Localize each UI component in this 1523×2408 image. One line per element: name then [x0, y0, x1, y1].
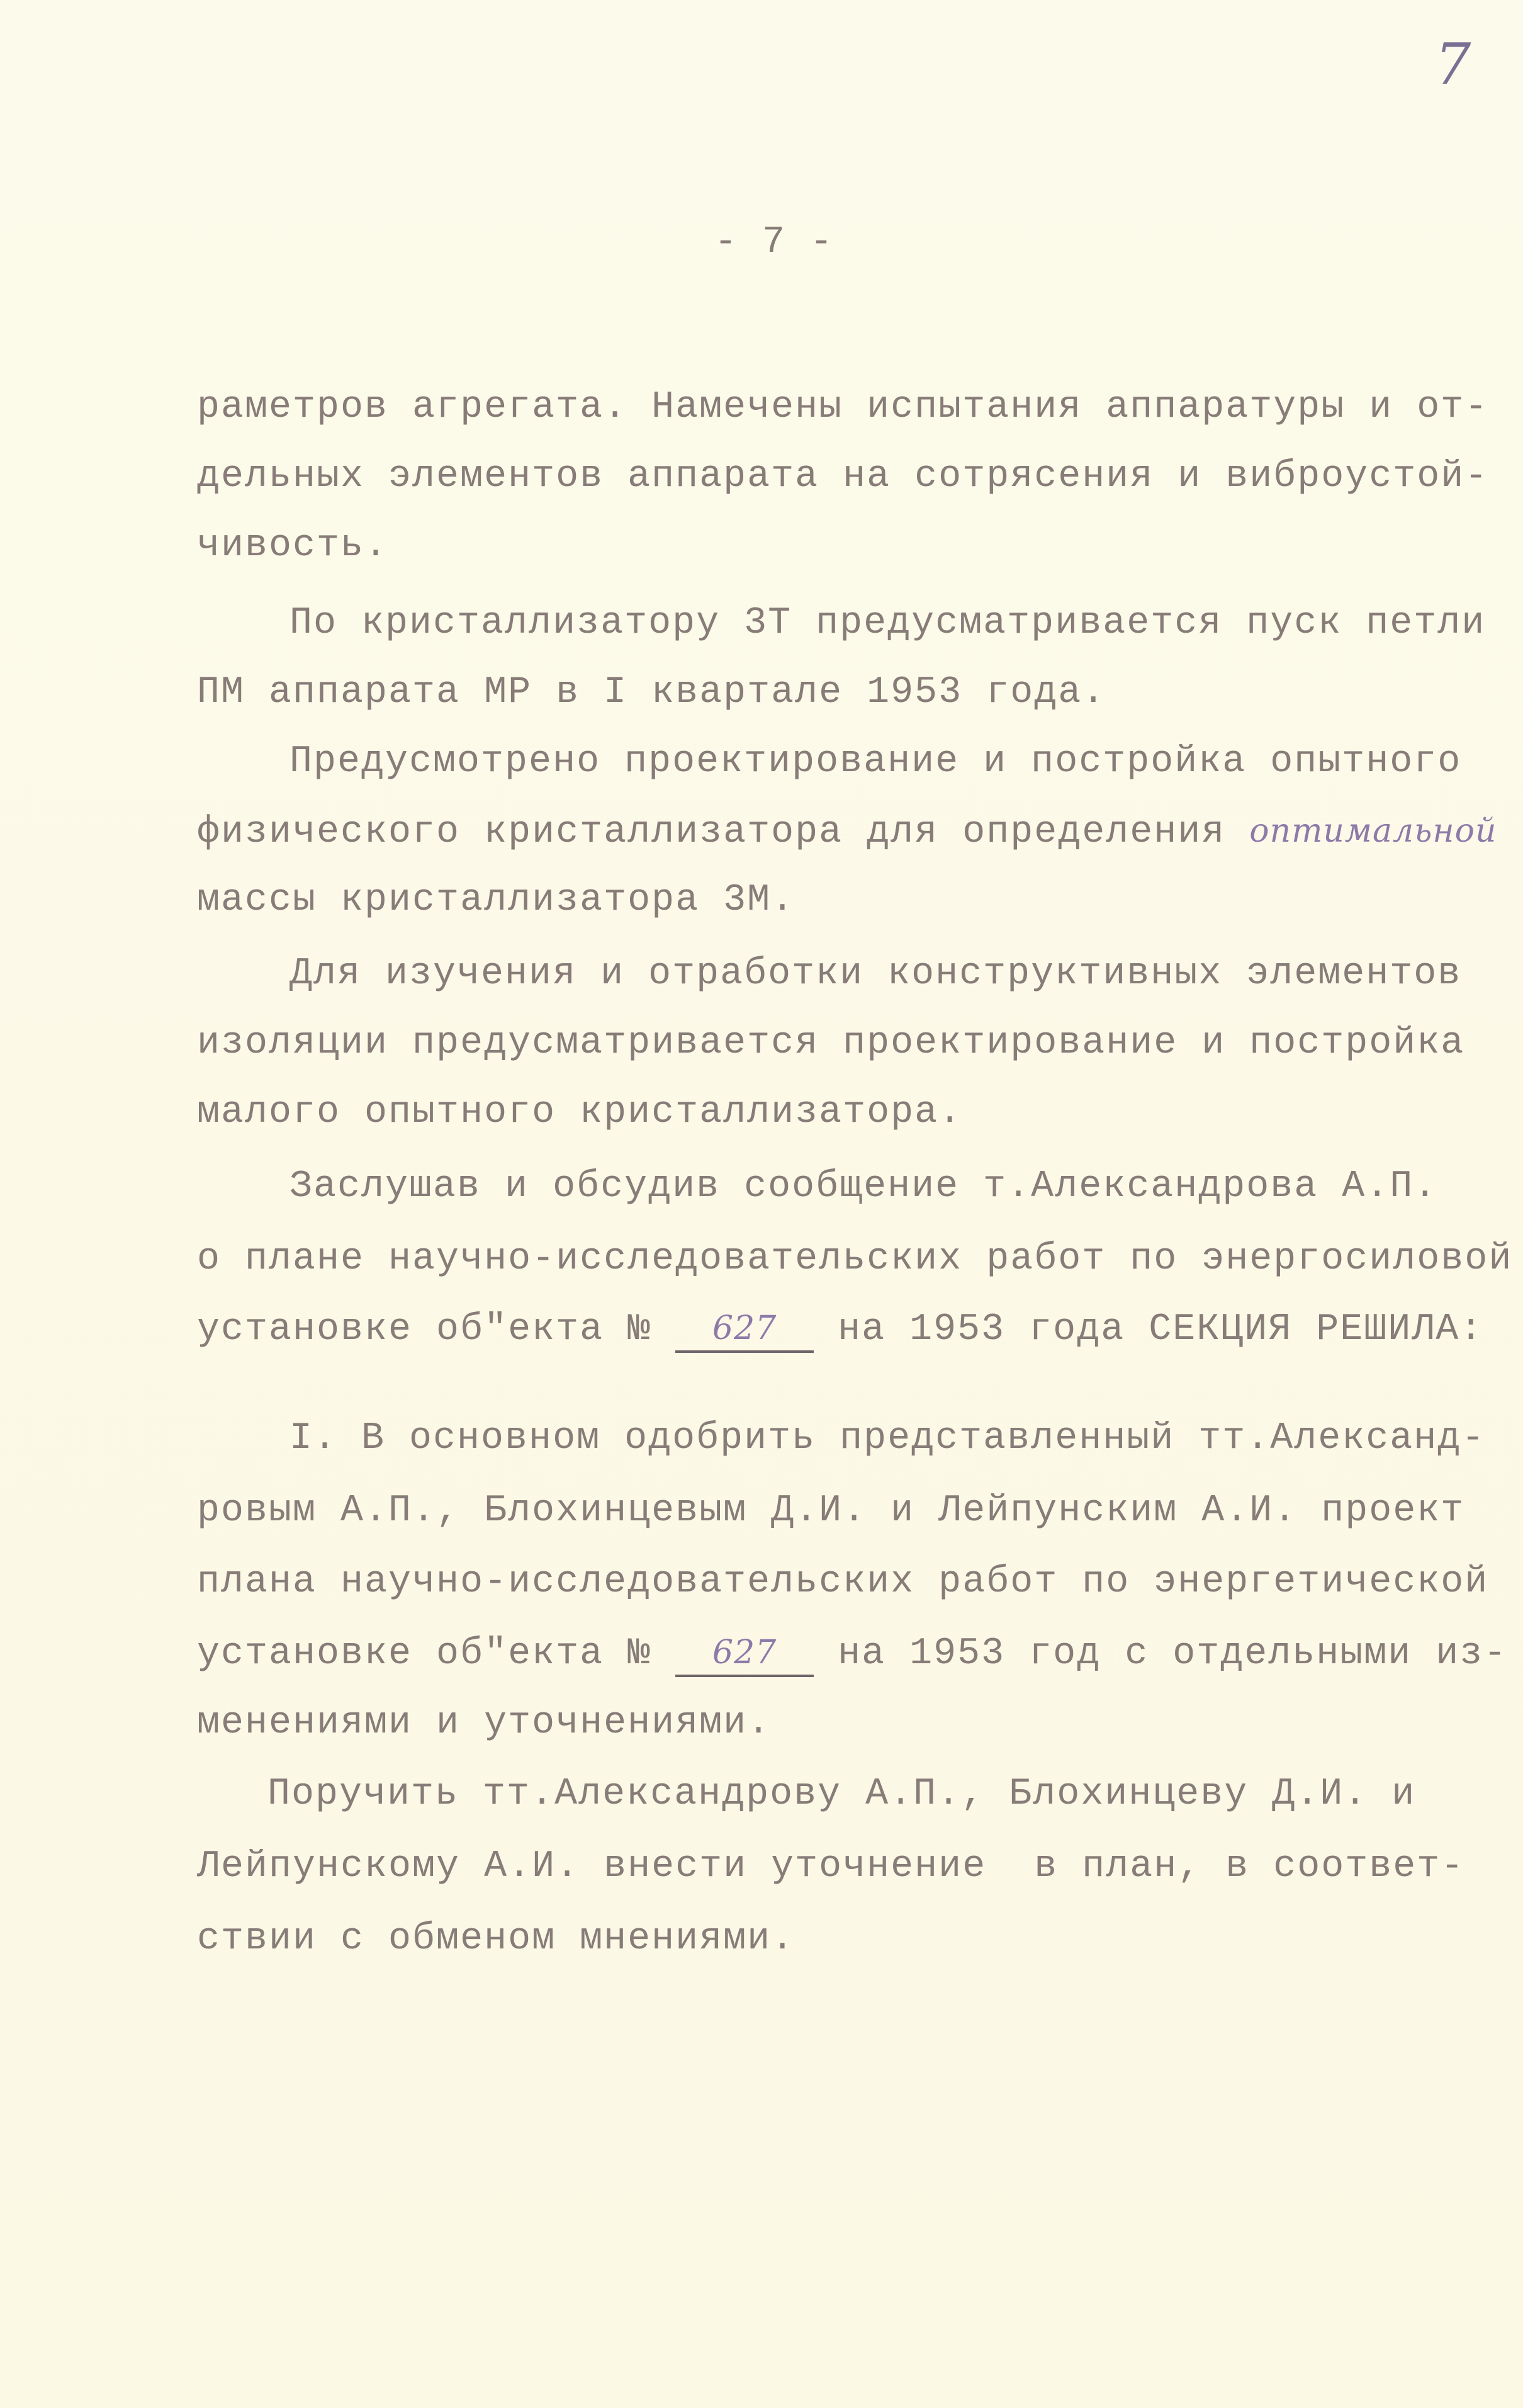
text-line: Поручить тт.Александрову А.П., Блохинцеву Д.И. и	[267, 1773, 1416, 1816]
text-line: менениями и уточнениями.	[197, 1702, 772, 1744]
text-line: Заслушав и обсудив сообщение т.Александрова А.П.	[289, 1165, 1438, 1208]
text-line: раметров агрегата. Намечены испытания аппаратуры и от-	[197, 386, 1489, 429]
text-line: плана научно-исследовательских работ по энергетической	[197, 1561, 1489, 1603]
page-number: - 7 -	[714, 221, 835, 264]
text-segment: на 1953 год с отдельными из-	[814, 1632, 1508, 1675]
text-line: о плане научно-исследовательских работ по энергосиловой	[197, 1238, 1513, 1280]
handwritten-insertion: оптимальной	[1249, 812, 1497, 850]
text-line	[197, 1306, 1483, 1353]
text-line: малого опытного кристаллизатора.	[197, 1091, 963, 1134]
text-segment: на 1953 года СЕКЦИЯ РЕШИЛА:	[814, 1308, 1484, 1351]
text-segment: установке об"екта №	[197, 1632, 676, 1675]
archive-page-number: 7	[1435, 31, 1471, 98]
text-line: Предусмотрено проектирование и постройка опытного	[289, 740, 1462, 783]
text-line: ствии с обменом мнениями.	[197, 1918, 795, 1960]
text-line: Лейпунскому А.И. внести уточнение в план, в соответ-	[197, 1845, 1465, 1888]
text-line	[197, 1631, 1507, 1677]
text-line: ровым А.П., Блохинцевым Д.И. и Лейпунским А.И. проект	[197, 1489, 1465, 1532]
text-segment: физического кристаллизатора для определения	[197, 811, 1250, 854]
text-line: По кристаллизатору 3Т предусматривается пуск петли	[289, 602, 1486, 645]
text-line: дельных элементов аппарата на сотрясения и виброустой-	[197, 455, 1489, 498]
text-line	[197, 809, 1497, 854]
handwritten-object-number: 627	[675, 1306, 814, 1353]
handwritten-object-number: 627	[675, 1631, 814, 1677]
text-line: Для изучения и отработки конструктивных элементов	[289, 952, 1462, 995]
text-line: I. В основном одобрить представленный тт.Александ-	[289, 1417, 1486, 1460]
text-line: изоляции предусматривается проектирование и постройка	[197, 1022, 1465, 1065]
text-line: ПМ аппарата МР в I квартале 1953 года.	[197, 671, 1106, 714]
text-segment: установке об"екта №	[197, 1308, 676, 1351]
text-line: массы кристаллизатора 3М.	[197, 879, 795, 922]
text-line: чивость.	[197, 524, 389, 567]
